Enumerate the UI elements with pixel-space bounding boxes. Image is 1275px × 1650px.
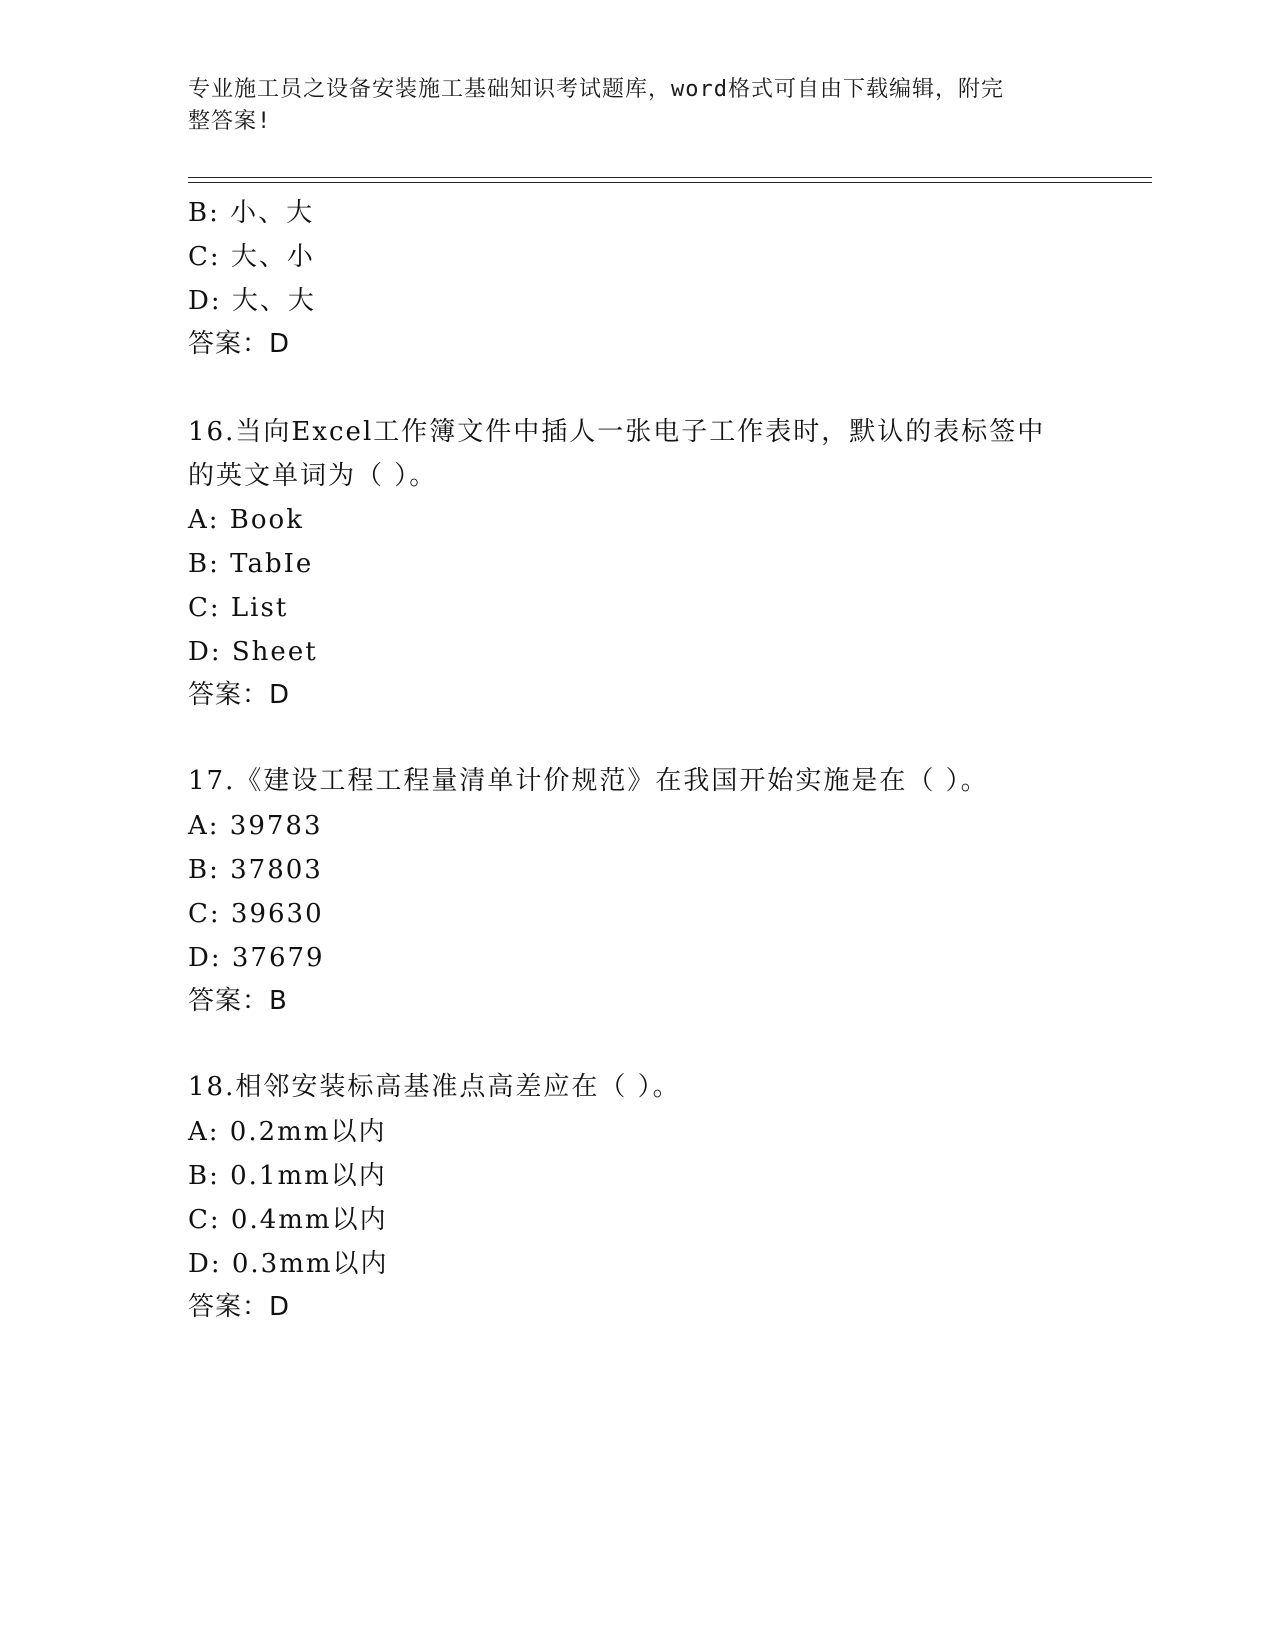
- q17-option-d: D: 37679: [188, 943, 325, 973]
- header-title-line-2: 整答案!: [188, 109, 272, 134]
- header-divider-bottom: [188, 182, 1152, 183]
- q16-answer: 答案：D: [188, 680, 291, 710]
- q18-answer: 答案：D: [188, 1292, 291, 1322]
- q16-option-c: C: List: [188, 593, 289, 623]
- q15-option-d: D: 大、大: [188, 286, 316, 316]
- q18-option-a: A: 0.2mm以内: [188, 1117, 387, 1147]
- q15-option-c: C: 大、小: [188, 242, 315, 272]
- q17-option-b: B: 37803: [188, 855, 323, 885]
- q16-stem-line-1: 16.当向Excel工作簿文件中插人一张电子工作表时，默认的表标签中: [188, 417, 1046, 447]
- q16-option-a: A: Book: [188, 505, 304, 535]
- q18-option-b: B: 0.1mm以内: [188, 1161, 387, 1191]
- q17-stem: 17.《建设工程工程量清单计价规范》在我国开始实施是在（ ）。: [188, 766, 989, 796]
- q16-stem: [188, 410, 1088, 498]
- document-header: [188, 74, 1068, 138]
- q16-option-b: B: TabIe: [188, 549, 314, 579]
- q17-option-c: C: 39630: [188, 899, 324, 929]
- q15-answer: 答案：D: [188, 329, 291, 359]
- q18-option-c: C: 0.4mm以内: [188, 1205, 388, 1235]
- header-title-line-1: 专业施工员之设备安装施工基础知识考试题库，word格式可自由下载编辑，附完: [188, 77, 1004, 102]
- q17-answer: 答案：B: [188, 986, 288, 1016]
- q16-stem-line-2: 的英文单词为（ ）。: [188, 461, 438, 491]
- q18-stem: 18.相邻安装标高基准点高差应在（ ）。: [188, 1072, 681, 1102]
- q16-option-d: D: Sheet: [188, 637, 318, 667]
- header-divider-top: [188, 177, 1152, 178]
- q15-option-b: B: 小、大: [188, 198, 315, 228]
- q18-option-d: D: 0.3mm以内: [188, 1249, 389, 1279]
- q17-option-a: A: 39783: [188, 811, 323, 841]
